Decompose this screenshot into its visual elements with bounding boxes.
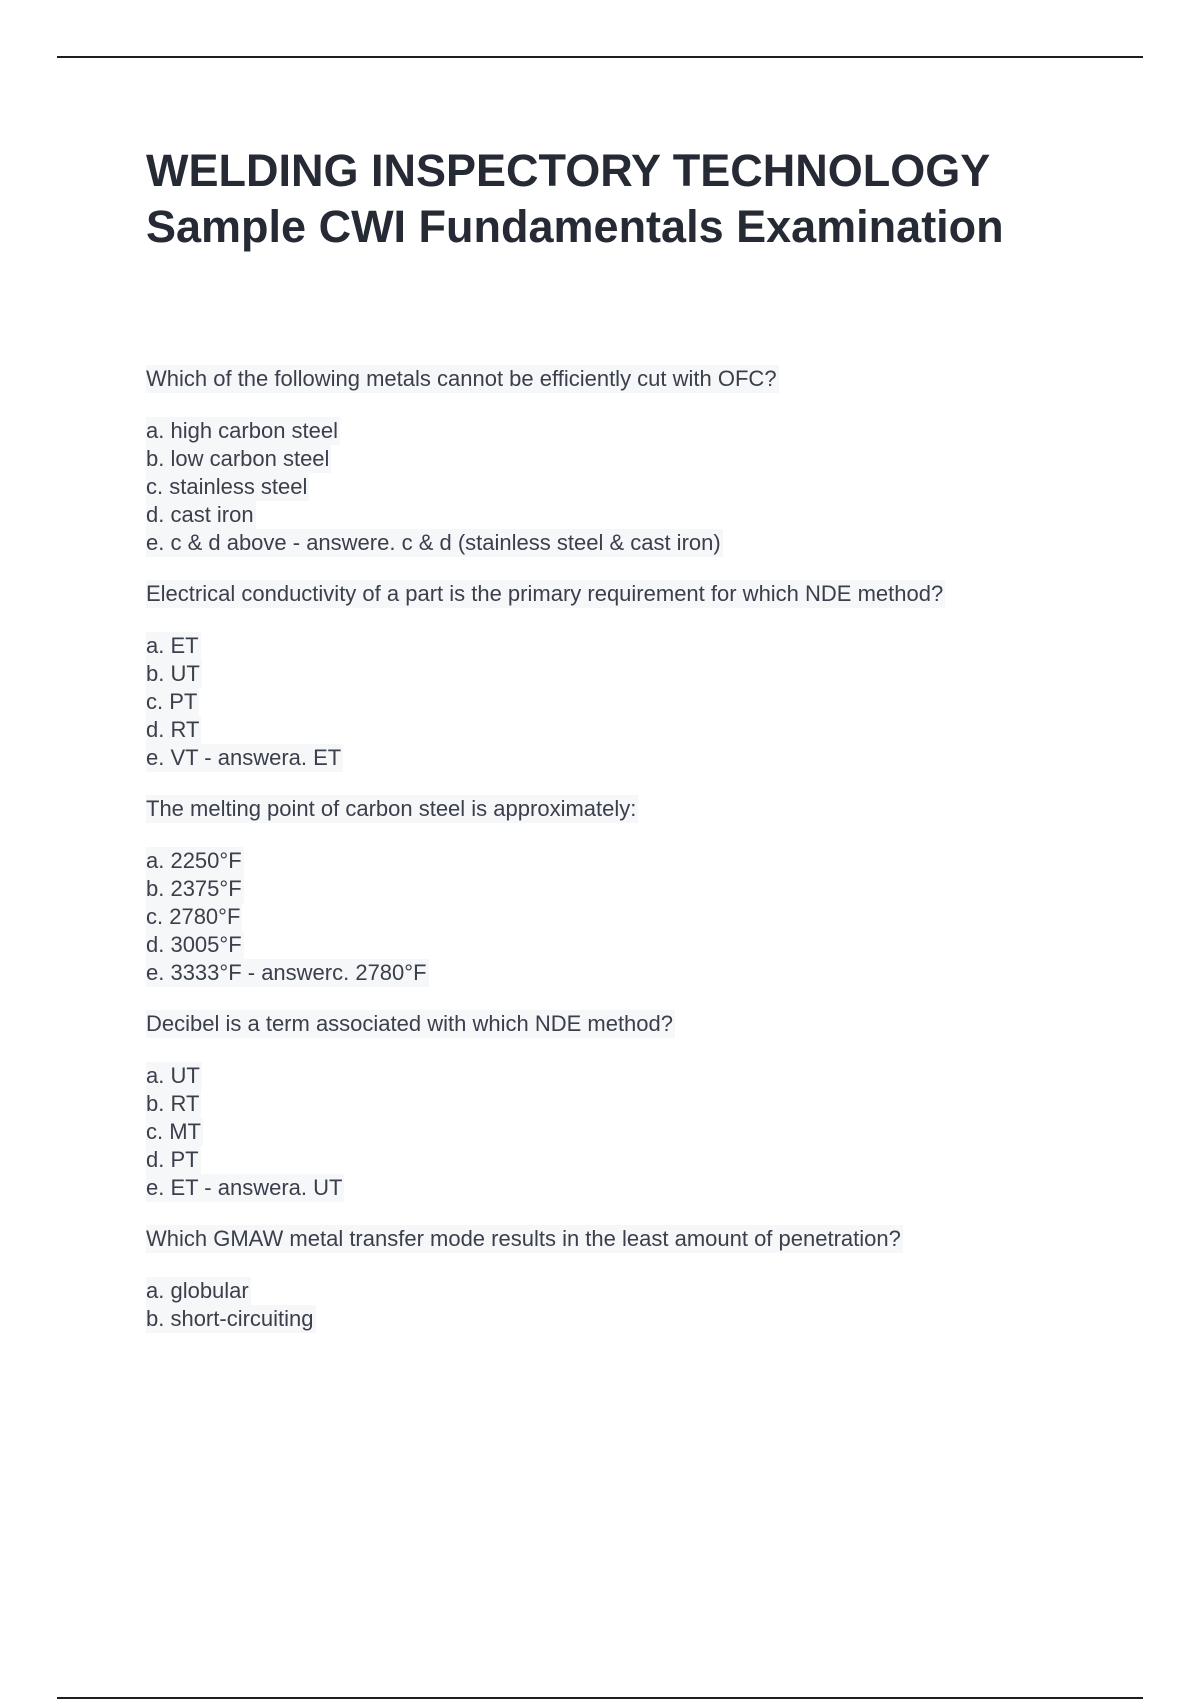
- question-text: Which GMAW metal transfer mode results in the least amount of penetration?: [146, 1226, 901, 1251]
- question-list: [146, 365, 1106, 1333]
- question-block: [146, 365, 1106, 557]
- option-item: e. c & d above - answere. c & d (stainless steel & cast iron): [146, 530, 721, 555]
- document-title: WELDING INSPECTORY TECHNOLOGY Sample CWI Fundamentals Examination: [146, 145, 1004, 252]
- option-list: [146, 1277, 1106, 1333]
- question-text: The melting point of carbon steel is approximately:: [146, 796, 637, 821]
- option-item: a. globular: [146, 1278, 249, 1303]
- document-body: [146, 143, 1106, 1356]
- option-item: b. 2375°F: [146, 876, 242, 901]
- option-item: e. 3333°F - answerc. 2780°F: [146, 960, 427, 985]
- option-item: e. ET - answera. UT: [146, 1175, 343, 1200]
- option-item: b. short-circuiting: [146, 1306, 314, 1331]
- option-item: d. cast iron: [146, 502, 254, 527]
- question-text: Which of the following metals cannot be efficiently cut with OFC?: [146, 366, 777, 391]
- question-text: Electrical conductivity of a part is the primary requirement for which NDE method?: [146, 581, 944, 606]
- option-item: a. UT: [146, 1063, 200, 1088]
- question-block: [146, 795, 1106, 987]
- page-bottom-rule: [57, 1697, 1143, 1699]
- question-block: [146, 1010, 1106, 1202]
- option-list: [146, 417, 1106, 557]
- option-item: a. high carbon steel: [146, 418, 339, 443]
- option-item: c. PT: [146, 689, 198, 714]
- option-item: c. MT: [146, 1119, 201, 1144]
- option-list: [146, 1062, 1106, 1202]
- question-block: [146, 1225, 1106, 1333]
- option-item: b. RT: [146, 1091, 200, 1116]
- page-top-rule: [57, 56, 1143, 58]
- option-item: d. PT: [146, 1147, 199, 1172]
- option-item: e. VT - answera. ET: [146, 745, 342, 770]
- option-item: b. low carbon steel: [146, 446, 330, 471]
- option-item: b. UT: [146, 661, 200, 686]
- question-block: [146, 580, 1106, 772]
- option-item: c. stainless steel: [146, 474, 308, 499]
- option-item: a. 2250°F: [146, 848, 242, 873]
- option-item: d. RT: [146, 717, 200, 742]
- option-item: a. ET: [146, 633, 199, 658]
- option-item: d. 3005°F: [146, 932, 242, 957]
- question-text: Decibel is a term associated with which NDE method?: [146, 1011, 674, 1036]
- option-list: [146, 847, 1106, 987]
- option-item: c. 2780°F: [146, 904, 241, 929]
- option-list: [146, 632, 1106, 772]
